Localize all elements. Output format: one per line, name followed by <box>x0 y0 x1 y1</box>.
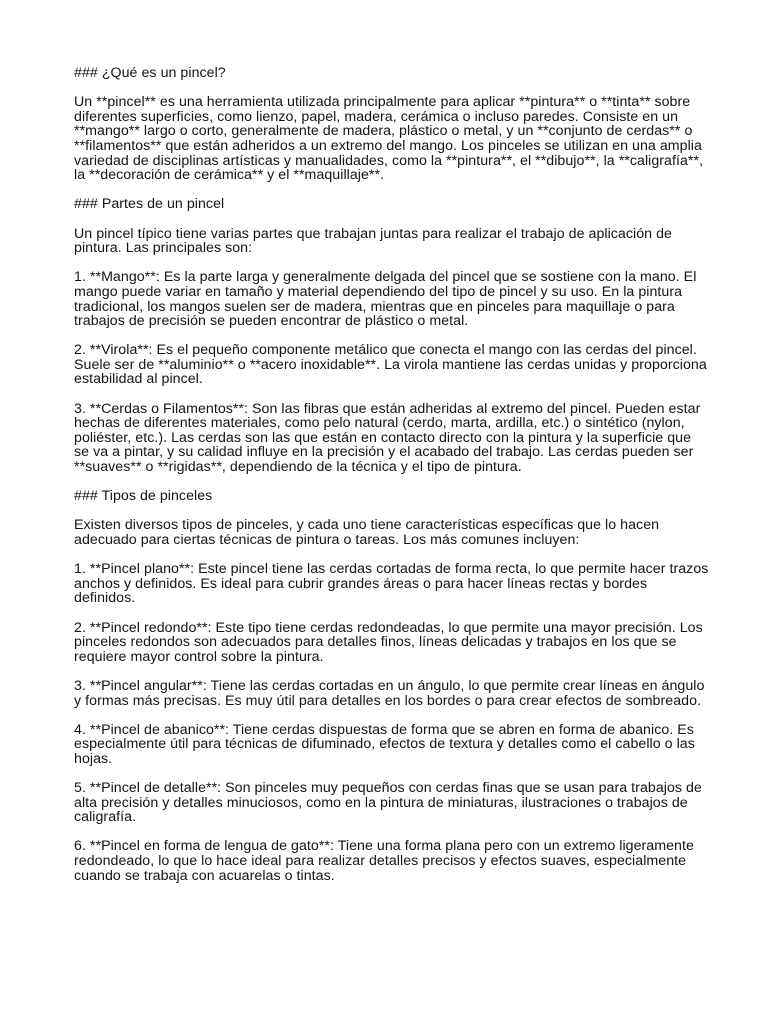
list-item-mango: 1. **Mango**: Es la parte larga y generalmente delgada del pincel que se sostiene con la mano. El mango puede variar en tamaño y material dependiendo del tipo de pincel y su uso. En la pintura tradicional, los mangos suelen ser de madera, mientras que en pinceles para maquillaje o para trabajos de precisión se pueden encontrar de plástico o metal. <box>74 269 697 330</box>
list-item-pincel-detalle: 5. **Pincel de detalle**: Son pinceles muy pequeños con cerdas finas que se usan para trabajos de alta precisión y detalles minuciosos, como en la pintura de miniaturas, ilustraciones o trabajos de caligrafía. <box>74 780 702 826</box>
list-item-pincel-abanico: 4. **Pincel de abanico**: Tiene cerdas dispuestas de forma que se abren en forma de abanico. Es especialmente útil para técnicas de difuminado, efectos de textura y detalles como el cabello o las hojas. <box>74 721 695 767</box>
list-item-virola: 2. **Virola**: Es el pequeño componente metálico que conecta el mango con las cerdas del pincel. Suele ser de **aluminio** o **acero inoxidable**. La virola mantiene las cerdas unidas y proporciona estabilidad al pincel. <box>74 342 707 388</box>
tipos-intro-paragraph: Existen diversos tipos de pinceles, y cada uno tiene características específicas que lo hacen adecuado para ciertas técnicas de pintura o tareas. Los más comunes incluyen: <box>74 517 660 548</box>
list-item-pincel-plano: 1. **Pincel plano**: Este pincel tiene las cerdas cortadas de forma recta, lo que permite hacer trazos anchos y definidos. Es ideal para cubrir grandes áreas o para hacer líneas rectas y bordes definidos. <box>74 561 709 607</box>
list-item-pincel-lengua-gato: 6. **Pincel en forma de lengua de gato**: Tiene una forma plana pero con un extremo ligeramente redondeado, lo que lo hace ideal para realizar detalles precisos y efectos suaves, especialmente cuando se trabaja con acuarelas o tintas. <box>74 838 694 884</box>
list-item-pincel-redondo: 2. **Pincel redondo**: Este tipo tiene cerdas redondeadas, lo que permite una mayor precisión. Los pinceles redondos son adecuados para detalles finos, líneas delicadas y trabajos en los que se requiere mayor control sobre la pintura. <box>74 619 703 665</box>
list-item-pincel-angular: 3. **Pincel angular**: Tiene las cerdas cortadas en un ángulo, lo que permite crear líneas en ángulo y formas más precisas. Es muy útil para detalles en los bordes o para crear efectos de sombreado. <box>74 677 705 709</box>
document-text <box>74 66 710 898</box>
intro-paragraph: Un **pincel** es una herramienta utilizada principalmente para aplicar **pintura** o **tinta** sobre diferentes superficies, como lienzo, papel, madera, cerámica o incluso paredes. Consiste en un **mango** largo o corto, generalmente de madera, plástico o metal, y un **conjunto de cerdas** o **filamentos** que están adheridos a un extremo del mango. Los pinceles se utilizan en una amplia variedad de disciplinas artísticas y manualidades, como la **pintura**, el **dibujo**, la **caligrafía**, la **decoración de cerámica** y el **maquillaje**. <box>74 94 704 184</box>
section-heading-que-es: ### ¿Qué es un pincel? <box>74 65 226 81</box>
section-heading-partes: ### Partes de un pincel <box>74 196 225 213</box>
section-heading-tipos: ### Tipos de pinceles <box>74 488 213 505</box>
partes-intro-paragraph: Un pincel típico tiene varias partes que trabajan juntas para realizar el trabajo de aplicación de pintura. Las principales son: <box>74 225 672 257</box>
list-item-cerdas: 3. **Cerdas o Filamentos**: Son las fibras que están adheridas al extremo del pincel. Pueden estar hechas de diferentes materiales, como pelo natural (cerdo, marta, ardilla, etc.) o sintético (nylon, poliéster, etc.). Las cerdas son las que están en contacto directo con la pintura y la superficie que se va a pintar, y su calidad influye en la precisión y el acabado del trabajo. Las cerdas pueden ser **suaves** o **rigidas**, dependiendo de la técnica y el tipo de pintura. <box>74 400 701 476</box>
